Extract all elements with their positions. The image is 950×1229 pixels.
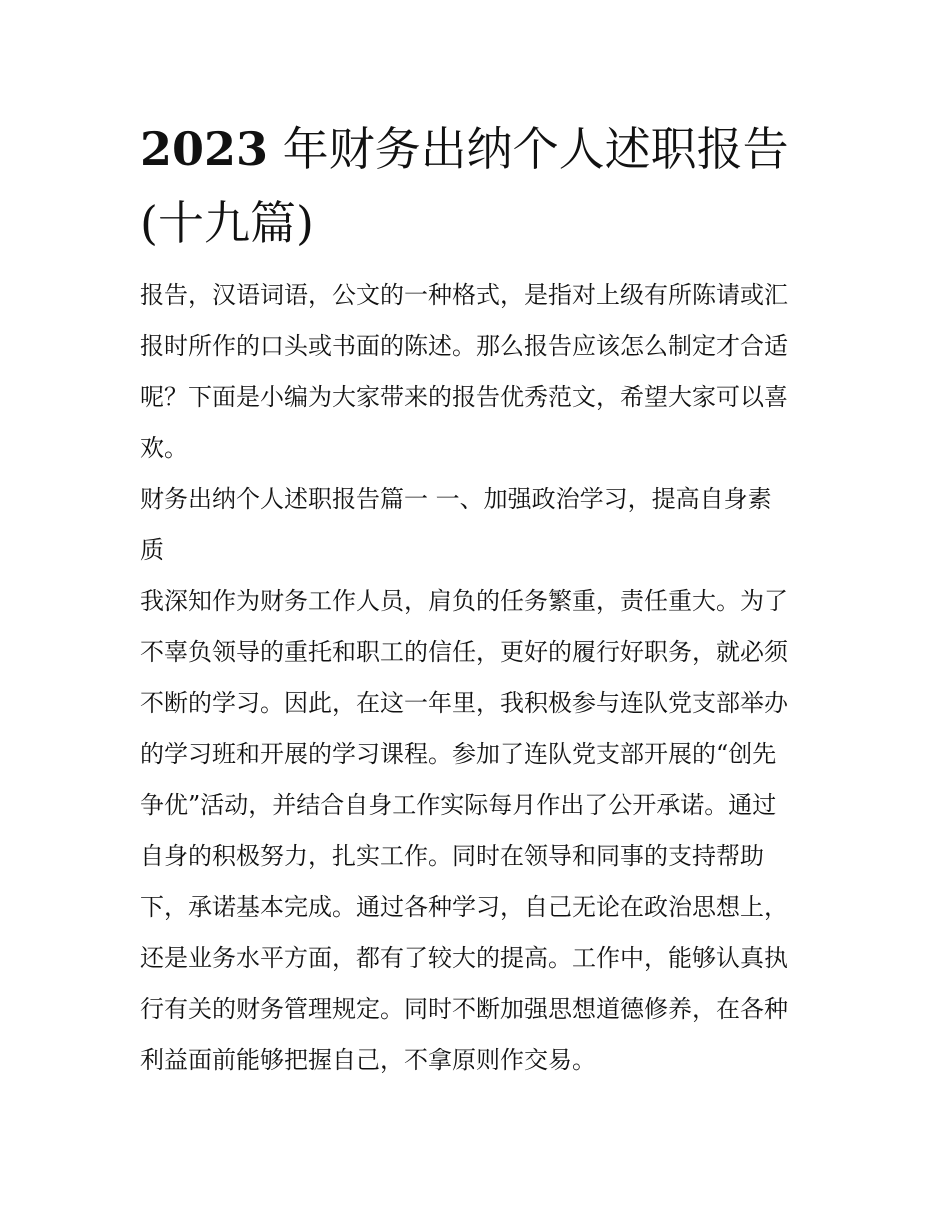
intro-line: 呢？下面是小编为大家带来的报告优秀范文，希望大家可以喜: [140, 383, 788, 411]
body-line: 我深知作为财务工作人员，肩负的任务繁重，责任重大。为了: [140, 587, 788, 615]
intro-line: 欢。: [140, 434, 188, 462]
body-line: 不断的学习。因此，在这一年里，我积极参与连队党支部举办: [140, 689, 788, 717]
title-line-2: (十九篇): [140, 196, 314, 250]
body-line: 行有关的财务管理规定。同时不断加强思想道德修养，在各种: [140, 995, 788, 1023]
document-title: [140, 112, 812, 260]
title-line-1: 2023 年财务出纳个人述职报告: [140, 122, 789, 176]
section-heading-line: 财务出纳个人述职报告篇一 一、加强政治学习，提高自身素: [140, 485, 772, 513]
body-paragraph: [140, 576, 812, 1086]
body-line: 利益面前能够把握自己，不拿原则作交易。: [140, 1046, 596, 1074]
intro-line: 报告，汉语词语，公文的一种格式，是指对上级有所陈请或汇: [140, 281, 788, 309]
title-year: 2023: [140, 122, 269, 176]
section-heading: [140, 474, 812, 576]
body-line: 的学习班和开展的学习课程。参加了连队党支部开展的“创先: [140, 740, 777, 768]
section-heading-line: 质: [140, 536, 164, 564]
body-line: 自身的积极努力，扎实工作。同时在领导和同事的支持帮助: [140, 842, 764, 870]
body-line: 争优”活动，并结合自身工作实际每月作出了公开承诺。通过: [140, 791, 777, 819]
document-page: [140, 112, 812, 1086]
body-line: 下，承诺基本完成。通过各种学习，自己无论在政治思想上，: [140, 893, 788, 921]
body-line: 不辜负领导的重托和职工的信任，更好的履行好职务，就必须: [140, 638, 788, 666]
body-line: 还是业务水平方面，都有了较大的提高。工作中，能够认真执: [140, 944, 788, 972]
intro-line: 报时所作的口头或书面的陈述。那么报告应该怎么制定才合适: [140, 332, 788, 360]
intro-paragraph: [140, 270, 812, 474]
